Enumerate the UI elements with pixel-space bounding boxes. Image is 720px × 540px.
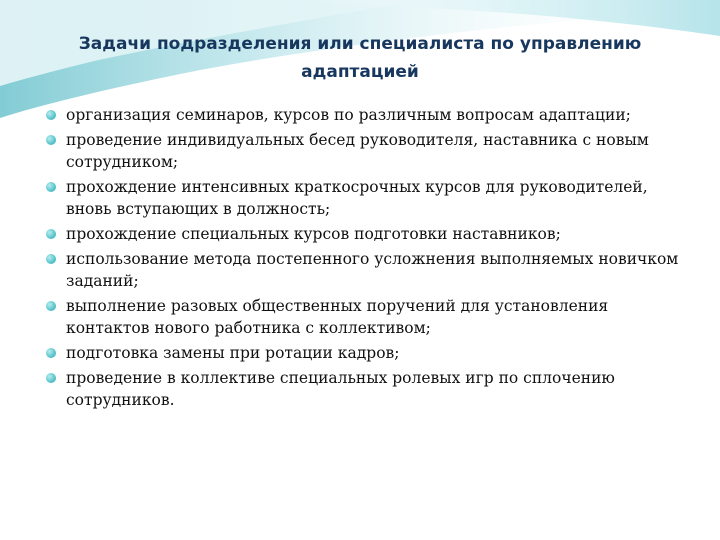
list-item bbox=[44, 104, 694, 126]
list-item bbox=[44, 295, 694, 339]
bullet-icon bbox=[46, 373, 56, 383]
list-item bbox=[44, 223, 694, 245]
list-item-text: организация семинаров, курсов по различным вопросам адаптации; bbox=[66, 106, 631, 124]
list-item-text: проведение в коллективе специальных ролевых игр по сплочению сотрудников. bbox=[66, 369, 615, 409]
bullet-icon bbox=[46, 182, 56, 192]
list-item-text: прохождение специальных курсов подготовки наставников; bbox=[66, 225, 561, 243]
bullet-icon bbox=[46, 229, 56, 239]
list-item bbox=[44, 342, 694, 364]
list-item-text: проведение индивидуальных бесед руководителя, наставника с новым сотрудником; bbox=[66, 131, 649, 171]
bullet-icon bbox=[46, 110, 56, 120]
list-item bbox=[44, 129, 694, 173]
bullet-icon bbox=[46, 254, 56, 264]
task-list bbox=[44, 104, 694, 414]
bullet-icon bbox=[46, 135, 56, 145]
slide-title: Задачи подразделения или специалиста по управлению адаптацией bbox=[78, 34, 642, 82]
bullet-icon bbox=[46, 348, 56, 358]
list-item-text: использование метода постепенного усложнения выполняемых новичком заданий; bbox=[66, 250, 679, 290]
list-item-text: выполнение разовых общественных поручений для установления контактов нового работника с коллективом; bbox=[66, 297, 609, 337]
list-item-text: прохождение интенсивных краткосрочных курсов для руководителей, вновь вступающих в должность; bbox=[66, 178, 648, 218]
list-item bbox=[44, 176, 694, 220]
list-item-text: подготовка замены при ротации кадров; bbox=[66, 344, 400, 362]
bullet-icon bbox=[46, 301, 56, 311]
list-item bbox=[44, 248, 694, 292]
list-item bbox=[44, 367, 694, 411]
